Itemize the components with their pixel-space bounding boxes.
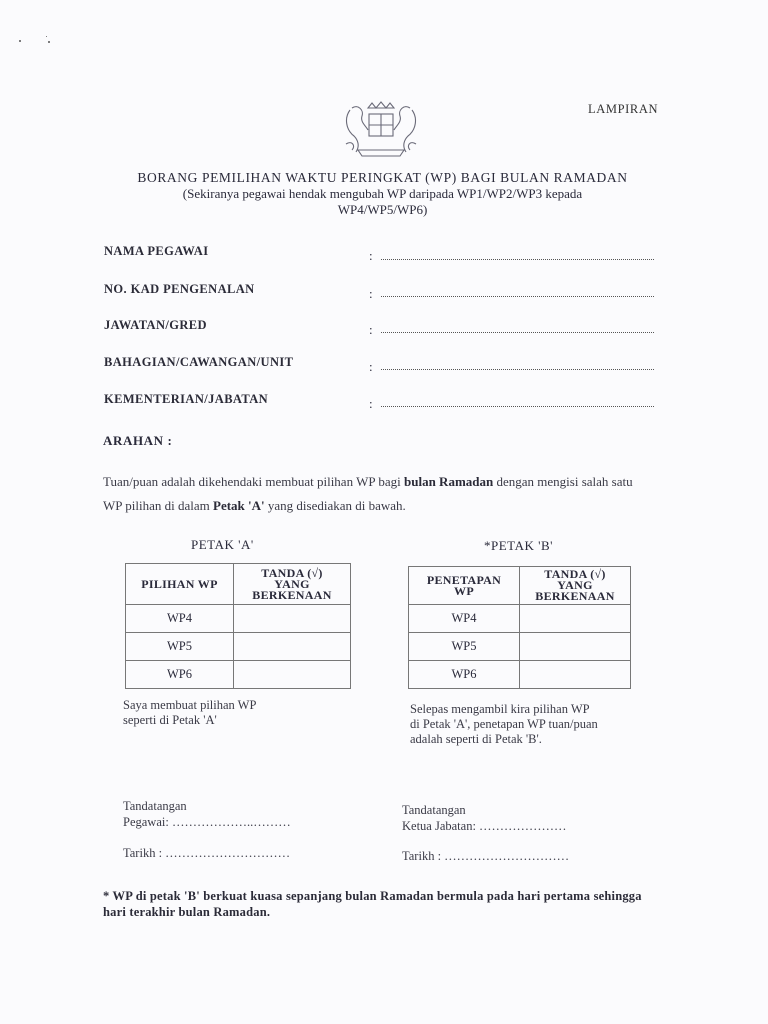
table-row — [126, 661, 351, 689]
note-line: seperti di Petak 'A' — [123, 713, 217, 727]
petak-a-table — [125, 563, 351, 689]
signature-label: Tandatangan — [402, 803, 466, 817]
field-colon: : — [369, 248, 373, 263]
table-row — [409, 661, 631, 689]
note-line: adalah seperti di Petak 'B'. — [410, 732, 542, 746]
date-field-ketua-jabatan[interactable]: Tarikh : ………………………… — [402, 849, 570, 863]
petak-a-tick-cell[interactable] — [234, 661, 351, 689]
arahan-text-bold: Petak 'A' — [213, 498, 265, 513]
field-colon: : — [369, 322, 373, 337]
petak-a-tick-cell[interactable] — [234, 633, 351, 661]
title-sub-1: (Sekiranya pegawai hendak mengubah WP daripada WP1/WP2/WP3 kepada — [182, 186, 583, 201]
signature-field-pegawai[interactable]: Pegawai: ………………..……… — [123, 815, 291, 829]
petak-b-note — [410, 702, 598, 747]
col-header-line: TANDA (√) — [261, 565, 323, 580]
petak-a-row-label: WP6 — [126, 661, 234, 689]
field-label-no-kad-pengenalan: NO. KAD PENGENALAN — [104, 282, 255, 296]
signature-label: Tandatangan — [123, 799, 187, 813]
col-header-line: WP — [454, 583, 474, 598]
col-header-line: TANDA (√) — [544, 567, 606, 581]
note-line: Selepas mengambil kira pilihan WP — [410, 702, 590, 716]
field-colon: : — [369, 359, 373, 374]
col-header-line: PENETAPAN — [426, 572, 502, 587]
arahan-text-bold: bulan Ramadan — [404, 474, 494, 489]
table-row — [409, 605, 631, 633]
title-main: BORANG PEMILIHAN WAKTU PERINGKAT (WP) BAGI BULAN RAMADAN — [137, 170, 628, 185]
footnote: * WP di petak 'B' berkuat kuasa sepanjang bulan Ramadan bermula pada hari pertama sehingga hari terakhir bulan Ramadan. — [103, 889, 642, 919]
arahan-text-part: dengan mengisi salah satu WP pilihan di dalam — [103, 474, 633, 513]
note-line: Saya membuat pilihan WP — [123, 698, 257, 712]
petak-a-col-pilihan-wp: PILIHAN WP — [126, 564, 234, 605]
field-colon: : — [369, 396, 373, 411]
table-row — [126, 633, 351, 661]
col-header-line: YANG — [274, 576, 310, 591]
scan-speck — [48, 41, 50, 43]
field-colon: : — [369, 286, 373, 301]
col-header-line: YANG — [557, 578, 593, 592]
title-sub-2: WP4/WP5/WP6) — [337, 202, 428, 217]
field-input-nama-pegawai[interactable] — [381, 259, 654, 260]
petak-b-tick-cell[interactable] — [520, 633, 631, 661]
field-label-nama-pegawai: NAMA PEGAWAI — [104, 244, 209, 258]
date-field-pegawai[interactable]: Tarikh : ………………………… — [123, 846, 291, 860]
arahan-heading: ARAHAN : — [103, 433, 173, 448]
petak-a-tick-cell[interactable] — [234, 605, 351, 633]
coat-of-arms-icon — [338, 100, 424, 162]
field-label-jawatan-gred: JAWATAN/GRED — [104, 318, 207, 332]
note-line: di Petak 'A', penetapan WP tuan/puan — [410, 717, 598, 731]
col-header-line: BERKENAAN — [535, 589, 615, 603]
petak-b-table — [408, 566, 631, 689]
field-input-kementerian-jabatan[interactable] — [381, 406, 654, 407]
col-header-line: BERKENAAN — [252, 587, 332, 602]
petak-b-row-label: WP6 — [409, 661, 520, 689]
petak-b-tick-cell[interactable] — [520, 661, 631, 689]
field-label-bahagian-cawangan-unit: BAHAGIAN/CAWANGAN/UNIT — [104, 355, 294, 369]
petak-b-title: *PETAK 'B' — [484, 538, 553, 553]
petak-b-col-penetapan-wp — [409, 567, 520, 605]
scan-speck — [46, 36, 47, 37]
signature-pegawai — [123, 798, 291, 830]
petak-a-note — [123, 698, 256, 728]
petak-b-col-tanda — [520, 567, 631, 605]
petak-b-row-label: WP4 — [409, 605, 520, 633]
field-input-jawatan-gred[interactable] — [381, 332, 654, 333]
table-row — [409, 633, 631, 661]
petak-b-row-label: WP5 — [409, 633, 520, 661]
field-input-no-kad-pengenalan[interactable] — [381, 296, 654, 297]
scan-speck — [19, 40, 21, 42]
table-row — [126, 605, 351, 633]
lampiran-label: LAMPIRAN — [588, 102, 659, 116]
field-label-kementerian-jabatan: KEMENTERIAN/JABATAN — [104, 392, 269, 406]
arahan-text-part: yang disediakan di bawah. — [264, 498, 406, 513]
signature-ketua-jabatan — [402, 802, 567, 834]
petak-a-row-label: WP4 — [126, 605, 234, 633]
form-title — [100, 170, 665, 218]
arahan-text — [103, 470, 633, 518]
signature-field-ketua-jabatan[interactable]: Ketua Jabatan: ………………… — [402, 819, 567, 833]
arahan-text-part: Tuan/puan adalah dikehendaki membuat pilihan WP bagi — [103, 474, 404, 489]
petak-b-tick-cell[interactable] — [520, 605, 631, 633]
petak-a-title: PETAK 'A' — [191, 537, 254, 552]
field-input-bahagian-cawangan-unit[interactable] — [381, 369, 654, 370]
petak-a-col-tanda — [234, 564, 351, 605]
petak-a-row-label: WP5 — [126, 633, 234, 661]
